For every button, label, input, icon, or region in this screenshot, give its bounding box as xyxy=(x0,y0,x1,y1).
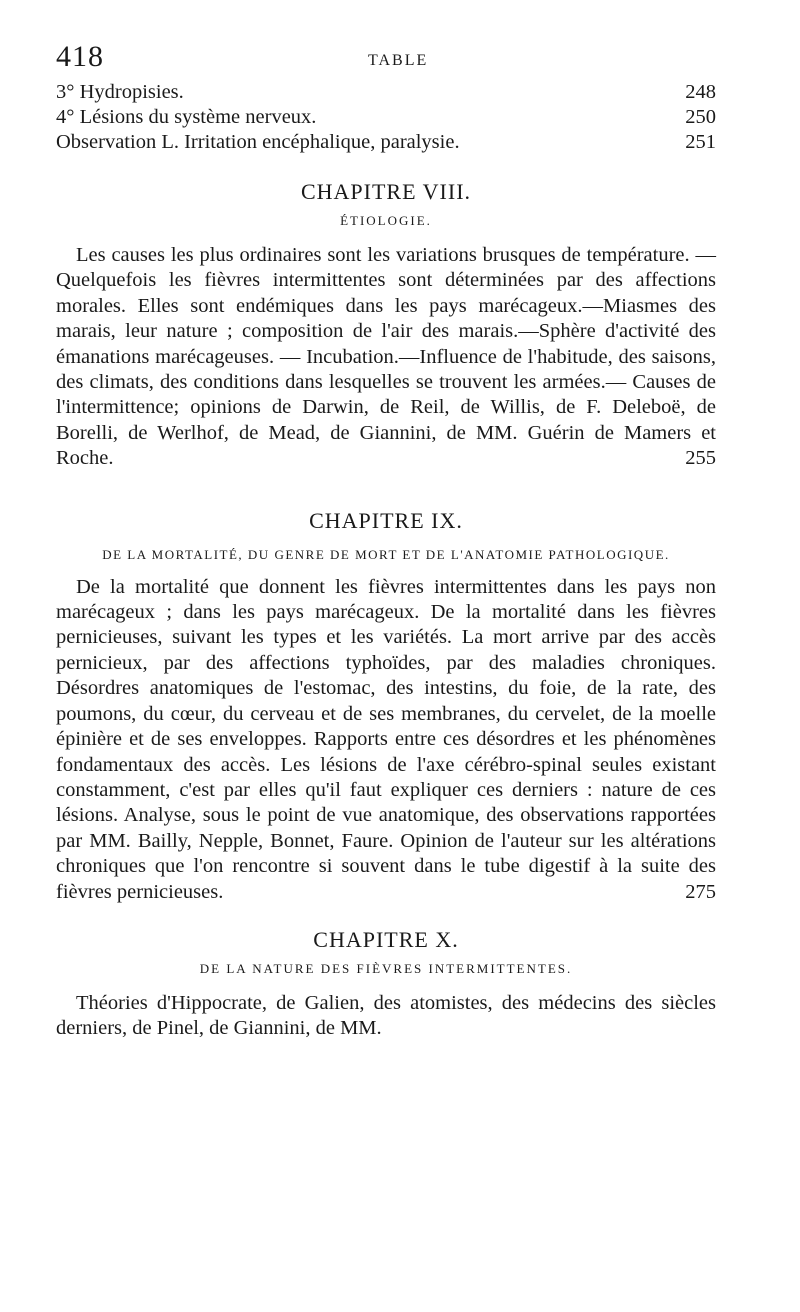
chapter-summary: Théories d'Hippocrate, de Galien, des atomistes, des médecins des siècles derniers, de Pinel, de Giannini, de MM. xyxy=(56,991,716,1040)
chapter-summary-text: De la mortalité que donnent les fièvres intermittentes dans les pays non marécageux ; dans les pays marécageux. De la mortalité dans les fièvres pernicieuses, suivant les types et les variétés. La mort arrive par des accès pernicieux, par des affections typhoïdes, par des maladies chroniques. Désordres anatomiques de l'estomac, des intestins, du foie, de la rate, des poumons, du cœur, du cerveau et de ses membranes, du cervelet, de la moelle épinière et de ses enveloppes. Rapports entre ces désordres et les phénomènes fondamentaux des accès. Les lésions de l'axe cérébro-spinal seules existant constamment, c'est par elles qu'il faut expliquer ces derniers : nature de ces lésions. Analyse, sous le point de vue anatomique, des observations rapportées par MM. Bailly, Nepple, Bonnet, Faure. Opinion de l'auteur sur les altérations chroniques que l'on rencontre si souvent dans le tube digestif à la suite des fièvres pernicieuses. xyxy=(56,575,716,903)
toc-entry-page: 250 xyxy=(685,106,716,128)
toc-entry xyxy=(56,105,716,130)
chapter-page: 255 xyxy=(685,447,716,470)
chapter-x xyxy=(56,927,716,1042)
toc-entry xyxy=(56,130,716,155)
page-number: 418 xyxy=(56,40,104,73)
book-page xyxy=(56,40,716,1042)
toc-entry-page: 248 xyxy=(685,81,716,103)
chapter-ix xyxy=(56,508,716,905)
chapter-subtitle: DE LA NATURE DES FIÈVRES INTERMITTENTES. xyxy=(199,960,573,976)
toc-entry-page: 251 xyxy=(685,131,716,153)
chapter-title: CHAPITRE X. xyxy=(313,926,459,952)
toc-entry-label: 3° Hydropisies. xyxy=(56,81,184,103)
chapter-subtitle: DE LA MORTALITÉ, DU GENRE DE MORT ET DE L'ANATOMIE PATHOLOGIQUE. xyxy=(102,546,670,562)
chapter-viii xyxy=(56,179,716,472)
chapter-title: CHAPITRE IX. xyxy=(309,507,463,533)
chapter-summary xyxy=(56,243,716,472)
running-title: TABLE xyxy=(368,52,429,69)
chapter-subtitle: ÉTIOLOGIE. xyxy=(340,213,432,228)
toc-entry xyxy=(56,80,716,105)
chapter-summary xyxy=(56,575,716,905)
chapter-page: 275 xyxy=(685,880,716,903)
toc-entry-label: 4° Lésions du système nerveux. xyxy=(56,106,317,128)
chapter-summary-text: Les causes les plus ordinaires sont les variations brusques de température. — Quelquefois les fièvres intermittentes sont déterminées par des affections morales. Elles sont endémiques dans les pays marécageux.—Miasmes des marais, leur nature ; composition de l'air des marais.—Sphère d'activité des émanations marécageuses. — Incubation.—Influence de l'habitude, des saisons, des climats, des conditions dans lesquelles se trouvent les armées.— Causes de l'intermittence; opinions de Darwin, de Reil, de Willis, de F. Deleboë, de Borelli, de Werlhof, de Mead, de Giannini, de MM. Guérin de Mamers et Roche. xyxy=(56,244,716,470)
chapter-summary-block xyxy=(56,575,716,905)
chapter-title: CHAPITRE VIII. xyxy=(300,179,472,204)
chapter-summary-block xyxy=(56,243,716,472)
running-head xyxy=(56,40,716,80)
toc-entries xyxy=(56,80,716,155)
toc-entry-label: Observation L. Irritation encéphalique, paralysie. xyxy=(56,131,460,153)
